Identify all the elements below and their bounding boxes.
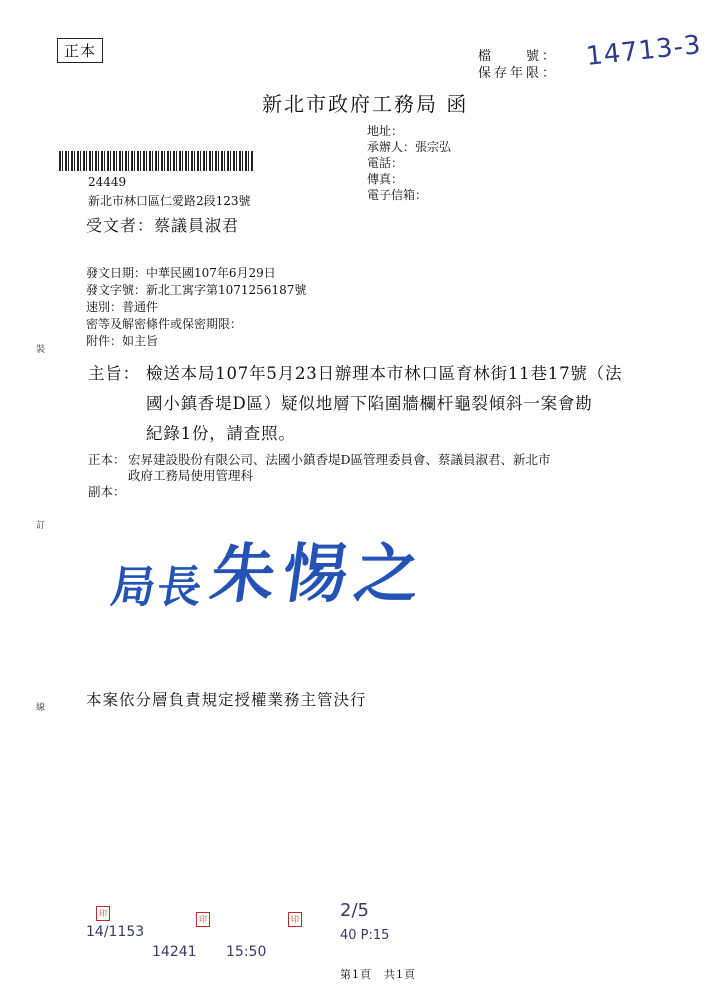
binding-mark-zhuang: 裝 <box>36 345 46 355</box>
red-seal-stamp-3: 印 <box>288 912 302 927</box>
original-copy-recipients-1: 宏昇建設股份有限公司、法國小鎮香堤D區管理委員會、蔡議員淑君、新北市 <box>128 452 551 467</box>
contact-email: 電子信箱： <box>367 188 428 202</box>
delivery-speed: 速別：普通件 <box>86 300 159 314</box>
original-copy-label: 正本： <box>88 452 126 467</box>
confidentiality: 密等及解密條件或保密期限： <box>86 317 243 331</box>
postal-code: 24449 <box>88 175 127 189</box>
contact-fax: 傳真： <box>367 172 404 186</box>
director-signature <box>107 525 433 615</box>
red-seal-stamp-1: 印 <box>96 906 110 921</box>
binding-mark-ding: 訂 <box>36 521 46 531</box>
retention-period-label: 保存年限： <box>478 66 559 81</box>
red-seal-stamp-2: 印 <box>196 912 210 927</box>
page-counter: 第1頁 共1頁 <box>340 968 416 981</box>
copy-type-stamp: 正本 <box>57 38 103 63</box>
handwritten-note-4: 2/5 <box>340 900 369 921</box>
recipient-line: 受文者：蔡議員淑君 <box>86 216 240 235</box>
signature-name: 朱惕之 <box>205 537 433 612</box>
subject-line-2: 國小鎮香堤D區）疑似地層下陷圍牆欄杆龜裂傾斜一案會勘 <box>146 394 593 413</box>
issue-number: 發文字號：新北工寓字第1071256187號 <box>86 283 307 297</box>
file-number-label: 檔 號： <box>478 49 559 64</box>
contact-handler: 承辦人：張宗弘 <box>367 140 452 154</box>
handwritten-note-2: 14241 <box>152 944 197 960</box>
handwritten-note-5: 40 P:15 <box>340 928 390 943</box>
binding-mark-xian: 線 <box>36 703 46 713</box>
handwritten-note-1: 14/1153 <box>86 924 145 940</box>
recipient-address: 新北市林口區仁愛路2段123號 <box>88 194 251 208</box>
issue-date: 發文日期：中華民國107年6月29日 <box>86 266 276 280</box>
agency-title: 新北市政府工務局 函 <box>262 92 469 116</box>
subject-label: 主旨： <box>88 364 140 383</box>
postal-barcode <box>59 151 254 171</box>
carbon-copy-label: 副本： <box>88 484 126 499</box>
subject-line-1: 檢送本局107年5月23日辦理本市林口區育林街11巷17號（法 <box>146 364 623 383</box>
handwritten-file-number: 14713-3 <box>584 30 703 72</box>
contact-phone: 電話： <box>367 156 404 170</box>
subject-line-3: 紀錄1份，請查照。 <box>146 424 296 443</box>
original-copy-recipients-2: 政府工務局使用管理科 <box>128 468 254 483</box>
handwritten-note-3: 15:50 <box>226 944 267 960</box>
contact-address: 地址： <box>367 124 404 138</box>
signature-title: 局長 <box>107 562 207 613</box>
attachment: 附件：如主旨 <box>86 334 159 348</box>
delegation-note: 本案依分層負責規定授權業務主管決行 <box>86 691 367 709</box>
